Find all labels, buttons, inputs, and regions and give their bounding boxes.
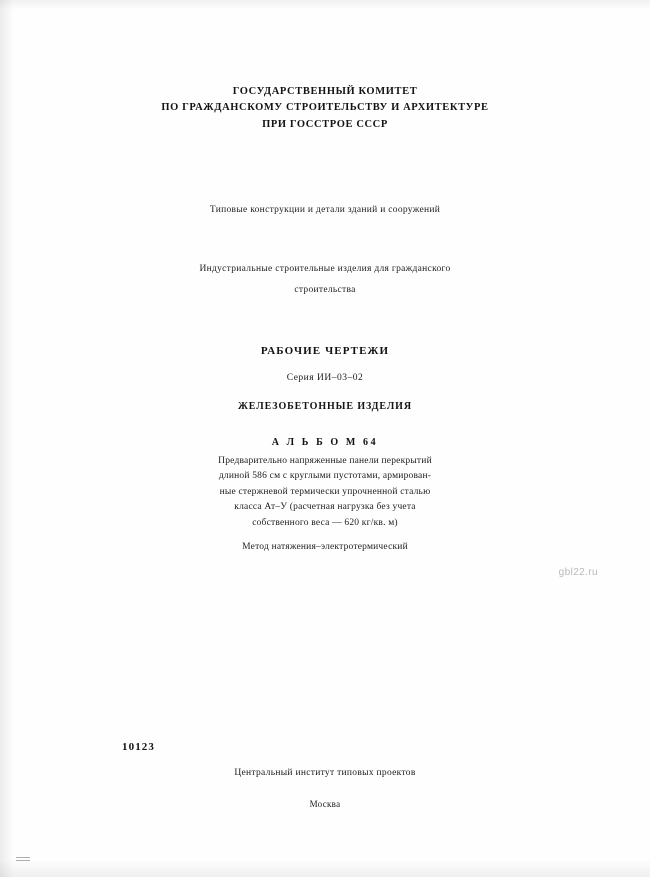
document-footer — [0, 766, 650, 812]
publisher-name: Центральный институт типовых проектов — [234, 768, 416, 778]
document-number: 10123 — [122, 741, 155, 753]
album-description-line-5: собственного веса — 620 кг/кв. м) — [252, 517, 398, 528]
publisher-city: Москва — [309, 798, 341, 809]
watermark: gbl22.ru — [558, 567, 598, 578]
scan-edge-top — [0, 0, 650, 10]
album-description — [0, 454, 650, 555]
album-description-line-1: Предварительно напряженные панели перекрытий — [218, 456, 432, 466]
organization-header-line-2: ПО ГРАЖДАНСКОМУ СТРОИТЕЛЬСТВУ И АРХИТЕКТУРЕ — [161, 102, 489, 114]
album-title: А Л Ь Б О М 64 — [271, 437, 379, 448]
series-code: Серия ИИ–03–02 — [286, 373, 364, 383]
scan-corner-mark — [16, 857, 30, 865]
organization-header-line-3: ПРИ ГОССТРОЕ СССР — [262, 118, 388, 130]
document-subtitle: Типовые конструкции и детали зданий и сооружений — [209, 205, 441, 215]
product-type-title: ЖЕЛЕЗОБЕТОННЫЕ ИЗДЕЛИЯ — [238, 401, 412, 412]
album-description-line-4: класса Ат–У (расчетная нагрузка без учета — [234, 502, 416, 513]
industrial-products-line-1: Индустриальные строительные изделия для гражданского — [199, 264, 451, 274]
scan-edge-bottom — [0, 859, 650, 877]
industrial-products-line-2: строительства — [294, 284, 356, 295]
working-drawings-title: РАБОЧИЕ ЧЕРТЕЖИ — [260, 345, 390, 357]
industrial-products-statement — [0, 262, 650, 297]
organization-header — [0, 84, 650, 133]
organization-header-line-1: ГОСУДАРСТВЕННЫЙ КОМИТЕТ — [232, 86, 418, 97]
album-description-line-3: ные стержневой термически упрочненной сталью — [219, 486, 431, 497]
tensioning-method: Метод натяжения–электротермический — [242, 541, 408, 552]
album-description-line-2: длиной 586 см с круглыми пустотами, армирован- — [218, 471, 432, 482]
